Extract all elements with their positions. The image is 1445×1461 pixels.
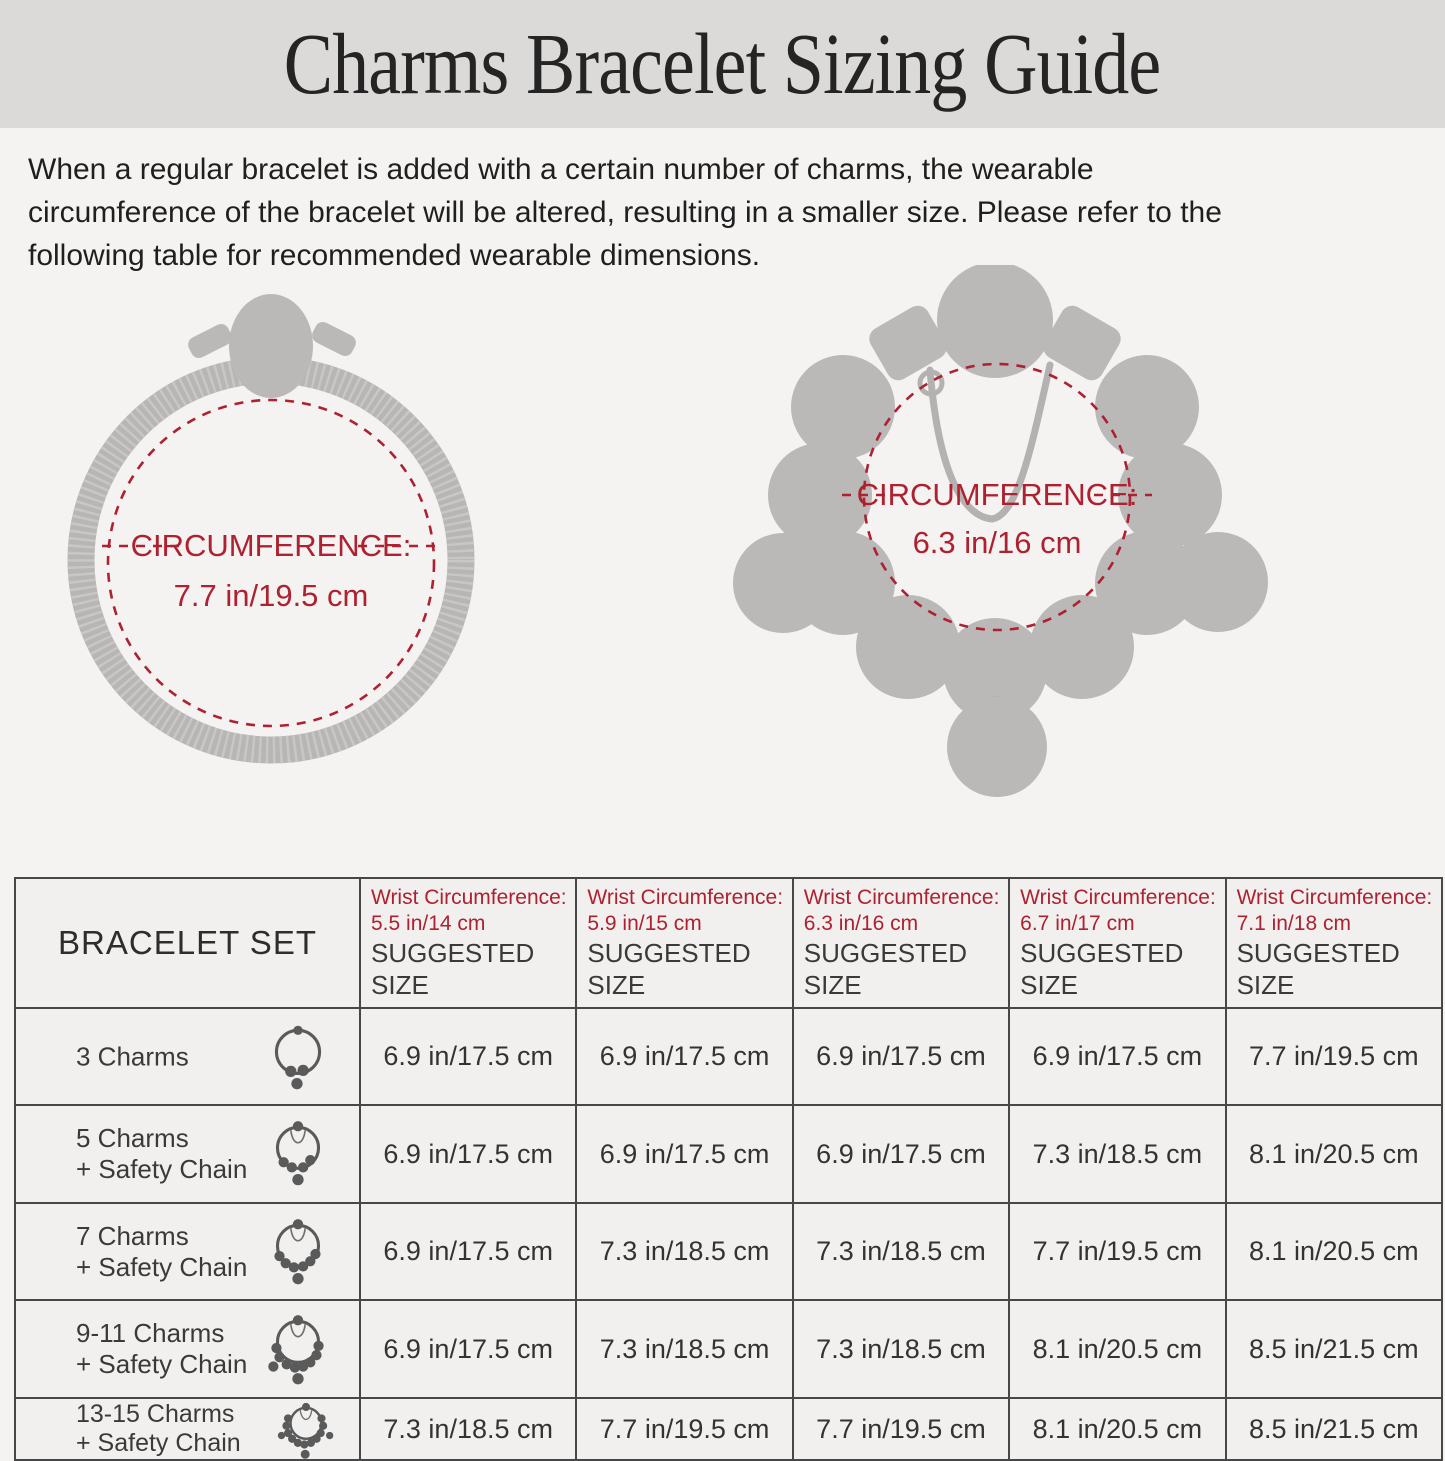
set-label-2: + Safety Chain (76, 1429, 241, 1457)
bracelet-5-charms-icon (259, 1113, 337, 1195)
size-cell: 6.9 in/17.5 cm (360, 1300, 576, 1398)
circumference-dashed-circle (108, 400, 434, 726)
size-cell: 7.3 in/18.5 cm (360, 1398, 576, 1460)
suggested-size-label: SUGGESTED SIZE (1020, 938, 1184, 1000)
size-cell: 8.5 in/21.5 cm (1226, 1398, 1442, 1460)
page-title: Charms Bracelet Sizing Guide (284, 15, 1161, 113)
title-band (0, 0, 1445, 128)
size-cell: 8.1 in/20.5 cm (1009, 1300, 1225, 1398)
table-row (15, 1008, 1442, 1105)
suggested-size-label: SUGGESTED SIZE (1236, 938, 1400, 1000)
set-label-2: + Safety Chain (76, 1349, 248, 1379)
sizing-table (14, 877, 1443, 1461)
set-label-2: + Safety Chain (76, 1251, 248, 1282)
wrist-value: 6.7 in/17 cm (1020, 912, 1135, 935)
clasp-connector-right (309, 319, 358, 359)
wrist-prefix: Wrist Circumference: (803, 886, 1000, 909)
bracelet-set-header: BRACELET SET (15, 878, 360, 1008)
table-row (15, 1300, 1442, 1398)
wrist-value: 6.3 in/16 cm (803, 912, 919, 935)
wrist-value: 7.1 in/18 cm (1236, 912, 1351, 935)
size-cell: 6.9 in/17.5 cm (360, 1203, 576, 1300)
clasp-icon (229, 294, 313, 398)
wrist-prefix: Wrist Circumference: (587, 886, 784, 909)
wrist-value: 5.5 in/14 cm (371, 912, 486, 935)
size-cell: 6.9 in/17.5 cm (360, 1105, 576, 1203)
size-cell: 7.3 in/18.5 cm (793, 1300, 1009, 1398)
bracelet-13-15-charms-icon (275, 1398, 337, 1460)
circumference-value: 7.7 in/19.5 cm (173, 578, 369, 613)
size-cell: 6.9 in/17.5 cm (576, 1105, 792, 1203)
set-label: 5 Charms (76, 1123, 189, 1153)
size-cell: 7.7 in/19.5 cm (576, 1398, 792, 1460)
size-cell: 6.9 in/17.5 cm (793, 1008, 1009, 1105)
size-cell: 7.7 in/19.5 cm (1009, 1203, 1225, 1300)
circumference-value: 6.3 in/16 cm (912, 525, 1082, 560)
size-cell: 7.3 in/18.5 cm (793, 1203, 1009, 1300)
column-header-2 (576, 878, 792, 1008)
column-header-3 (793, 878, 1009, 1008)
suggested-size-label: SUGGESTED SIZE (371, 938, 535, 1000)
size-cell: 8.1 in/20.5 cm (1009, 1398, 1225, 1460)
set-label: 13-15 Charms (76, 1400, 235, 1428)
table-row (15, 1398, 1442, 1460)
size-cell: 8.1 in/20.5 cm (1226, 1105, 1442, 1203)
table-row (15, 1105, 1442, 1203)
set-label: 3 Charms (76, 1041, 189, 1071)
charm-bracelet-diagram (730, 265, 1290, 810)
wrist-prefix: Wrist Circumference: (1236, 886, 1433, 909)
size-cell: 7.3 in/18.5 cm (576, 1300, 792, 1398)
intro-paragraph (28, 148, 1428, 277)
intro-line-2: circumference of the bracelet will be altered, resulting in a smaller size. Please refer to the (28, 196, 1222, 229)
suggested-size-label: SUGGESTED SIZE (587, 938, 751, 1000)
table-row (15, 1203, 1442, 1300)
table-header-row (15, 878, 1442, 1008)
size-cell: 6.9 in/17.5 cm (576, 1008, 792, 1105)
column-header-4 (1009, 878, 1225, 1008)
set-label: 9-11 Charms (76, 1318, 225, 1348)
column-header-1 (360, 878, 576, 1008)
size-cell: 8.5 in/21.5 cm (1226, 1300, 1442, 1398)
size-cell: 6.9 in/17.5 cm (360, 1008, 576, 1105)
plain-bracelet-diagram (20, 288, 540, 788)
set-label: 7 Charms (76, 1220, 189, 1251)
wrist-value: 5.9 in/15 cm (587, 912, 702, 935)
size-cell: 7.3 in/18.5 cm (576, 1203, 792, 1300)
size-cell: 6.9 in/17.5 cm (1009, 1008, 1225, 1105)
bracelet-9-11-charms-icon (259, 1307, 337, 1391)
suggested-size-label: SUGGESTED SIZE (803, 938, 968, 1000)
column-header-5 (1226, 878, 1442, 1008)
bracelet-7-charms-icon (259, 1211, 337, 1293)
wrist-prefix: Wrist Circumference: (1020, 886, 1216, 909)
size-cell: 6.9 in/17.5 cm (793, 1105, 1009, 1203)
size-cell: 7.7 in/19.5 cm (793, 1398, 1009, 1460)
size-cell: 7.3 in/18.5 cm (1009, 1105, 1225, 1203)
set-label-2: + Safety Chain (76, 1154, 248, 1184)
circumference-label: CIRCUMFERENCE: (130, 528, 412, 563)
wrist-prefix: Wrist Circumference: (371, 886, 567, 909)
bracelet-3-charms-icon (259, 1017, 337, 1097)
size-cell: 7.7 in/19.5 cm (1226, 1008, 1442, 1105)
intro-line-3: following table for recommended wearable dimensions. (28, 239, 761, 272)
size-cell: 8.1 in/20.5 cm (1226, 1203, 1442, 1300)
circumference-label: CIRCUMFERENCE: (856, 477, 1138, 512)
clasp-connector-left (185, 321, 234, 361)
intro-line-1: When a regular bracelet is added with a certain number of charms, the wearable (28, 153, 1094, 186)
